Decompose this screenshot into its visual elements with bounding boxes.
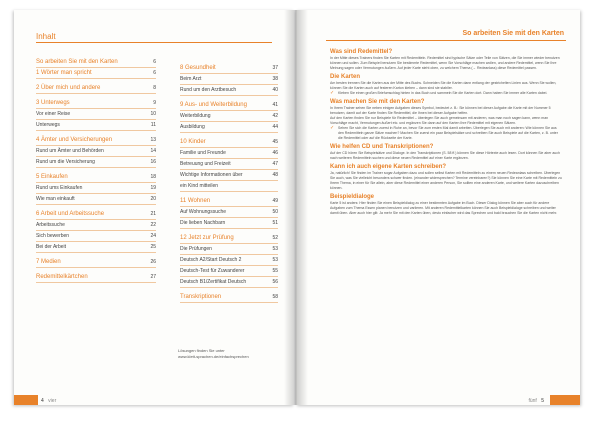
toc-page: 37: [272, 65, 278, 71]
toc-label: Wichtige Informationen über: [180, 172, 243, 178]
toc-rule: [180, 132, 278, 133]
footer-band: [550, 395, 580, 405]
toc-label: Familie und Freunde: [180, 150, 226, 156]
toc-rule: [180, 110, 278, 111]
toc-label: 4 Ämter und Versicherungen: [36, 137, 113, 143]
toc-page: 41: [272, 102, 278, 108]
toc-label: Die lieben Nachbarn: [180, 220, 226, 226]
toc-column-1: [36, 58, 156, 284]
toc-page: 21: [150, 211, 156, 217]
toc-rule: [180, 265, 278, 266]
toc-column-2: [180, 64, 278, 304]
section-heading: Was machen Sie mit den Karten?: [330, 99, 425, 105]
toc-label: Vor einer Reise: [36, 111, 71, 117]
toc-label: 6 Arbeit und Arbeitssuche: [36, 211, 105, 217]
toc-label: Rund ums Einkaufen: [36, 185, 83, 191]
toc-page: 20: [150, 196, 156, 202]
toc-rule: [36, 108, 156, 109]
toc-page: 46: [272, 150, 278, 156]
solutions-url: www.klett-sprachen.de/einfachsprechen: [178, 354, 249, 359]
toc-rule: [36, 119, 156, 120]
toc-chapter: [36, 173, 156, 181]
page-number-left: [41, 398, 56, 404]
toc-page: 9: [153, 100, 156, 106]
toc-entry: [180, 149, 278, 157]
toc-label: Sich bewerben: [36, 233, 70, 239]
toc-rule: [36, 230, 156, 231]
toc-entry: [180, 267, 278, 275]
toc-label: Arbeitssuche: [36, 222, 65, 228]
toc-rule: [36, 204, 156, 205]
toc-page: 49: [272, 198, 278, 204]
section-paragraph: In Ihrem Trainer sehen Sie neben einigen Aufgaben dieses Symbol, bedeutet z. B.: Sie können bei dieser Aufgabe die Karte mit der Nummer 5 benutzen, damit auf der Karte finden Sie Redemittel, die Ihnen bei dieser Aufgabe helfen.: [330, 106, 551, 115]
toc-page: 13: [150, 137, 156, 143]
toc-entry: [180, 219, 278, 227]
toc-rule: [36, 182, 156, 183]
toc-chapter: [36, 84, 156, 92]
toc-entry: [180, 75, 278, 83]
toc-entry: [180, 278, 278, 286]
toc-chapter: [180, 64, 278, 72]
page-number: 4: [41, 398, 44, 404]
section-heading: Beispieldialoge: [330, 194, 375, 200]
toc-chapter: [36, 258, 156, 266]
footer-band: [14, 395, 38, 405]
toc-label: 12 Jetzt zur Prüfung: [180, 235, 234, 241]
toc-entry: [180, 208, 278, 216]
toc-rule: [36, 67, 156, 68]
toc-page: 25: [150, 244, 156, 250]
toc-chapter: [36, 99, 156, 107]
toc-page: 58: [272, 294, 278, 300]
page-word: fünf: [528, 398, 537, 404]
toc-chapter: [180, 293, 278, 301]
toc-chapter: [36, 69, 156, 77]
toc-page: 18: [150, 174, 156, 180]
toc-label: Beim Arzt: [180, 76, 202, 82]
tip-text: Kleben Sie einen großen Briefumschlag hinten in das Buch und sammeln Sie die Karten dort. Dann haben Sie immer alle Karten dabei.: [338, 91, 548, 95]
toc-label: Betreuung und Freizeit: [180, 161, 231, 167]
toc-page: 27: [150, 274, 156, 280]
toc-rule: [180, 73, 278, 74]
toc-rule: [180, 147, 278, 148]
toc-entry: [36, 243, 156, 251]
toc-label: Bei der Arbeit: [36, 244, 67, 250]
toc-page: 47: [272, 161, 278, 167]
toc-page: 45: [272, 139, 278, 145]
toc-label: 1 Wörter man spricht: [36, 70, 92, 76]
toc-rule: [180, 302, 278, 303]
toc-rule: [180, 169, 278, 170]
right-page: [296, 10, 580, 405]
section-paragraph: Auf den Karten finden Sie nur Beispiele für Redemittel – überlegen Sie auch gemeinsam mit anderen, was man noch sagen kann, wenn man Vorschläge macht, Vermutungen äußert etc. und ergänzen Sie dann auf den Karten Ihre Redemittel mit eigenen Sätzen.: [330, 116, 549, 125]
section-paragraph: Karte 5 ist anders: Hier finden Sie einen Beispieldialog zu einer bestimmten Aufgabe im Buch. Dieser Dialog können Sie aber auch für andere Aufgaben zum Thema Essen planen benutzen und variieren. Mit anderen Redemittelkarten können Sie auch Beispieldialoge schreiben und weiter damit üben. Aber auch hier gilt: Ja mehr Sie mit den Karten üben, desto einfacher wird das Sprechen und bald brauchen Sie die Karten nicht mehr.: [330, 201, 558, 215]
toc-entry: [36, 184, 156, 192]
toc-heading: Inhalt: [36, 32, 56, 41]
toc-chapter: [180, 197, 278, 205]
toc-rule: [180, 206, 278, 207]
toc-label: 9 Aus- und Weiterbildung: [180, 102, 247, 108]
toc-page: 42: [272, 113, 278, 119]
section-heading: Wie helfen CD und Transkriptionen?: [330, 144, 434, 150]
toc-entry: [36, 221, 156, 229]
toc-label: Deutsch-Test für Zuwanderer: [180, 268, 245, 274]
section-heading: Kann ich auch eigene Karten schreiben?: [330, 164, 447, 170]
solutions-note: [178, 348, 249, 360]
toc-label: Rund um die Versicherung: [36, 159, 95, 165]
toc-page: 44: [272, 124, 278, 130]
toc-page: 53: [272, 246, 278, 252]
toc-entry: [180, 86, 278, 94]
toc-rule: [36, 145, 156, 146]
toc-page: 19: [150, 185, 156, 191]
solutions-text: Lösungen finden Sie unter: [178, 348, 225, 353]
section-paragraph: Ja, natürlich! Sie finden im Trainer sogar Aufgaben dazu und sollen selbst Karten mit Redemitteln zu einem neuen Redeanlass schreiben. Überlegen Sie auch, was Sie vielleicht besonders schwer finden. (einander widersprechen? Termine vereinbaren?) Sie können Sie eine Karte mit Redemitteln zu Ihrem Thema, in einer für Sie allein, aber diese Redemittel einer anderen Person, Sie sollten eine anderen Karte, und weitere Karten dazuschreiben können.: [330, 171, 562, 190]
toc-entry: [36, 110, 156, 118]
toc-rule: [180, 95, 278, 96]
toc-chapter: [180, 101, 278, 109]
toc-entry: [36, 158, 156, 166]
toc-label: Redemittelkärtchen: [36, 274, 88, 280]
toc-rule: [180, 287, 278, 288]
section-heading: Die Karten: [330, 74, 361, 80]
toc-page: 56: [272, 279, 278, 285]
toc-rule: [180, 121, 278, 122]
toc-rule: [36, 241, 156, 242]
toc-entry: [180, 112, 278, 120]
toc-page: 51: [272, 220, 278, 226]
left-page: [14, 10, 294, 405]
toc-page: 14: [150, 148, 156, 154]
toc-label: So arbeiten Sie mit den Karten: [36, 59, 118, 65]
toc-label: Die Prüfungen: [180, 246, 212, 252]
page-word: vier: [48, 398, 57, 404]
section-paragraph: Auf der CD hören Sie Beispielsätze und Dialoge. In den Transkriptionen (S. 58 ff.) können Sie diese Hörtexte auch lesen. Dort können Sie aber auch nach weiteren Redemitteln suchen und diese neuen Redemittel auf einer Karte ergänzen.: [330, 151, 560, 160]
toc-page: 55: [272, 268, 278, 274]
toc-page: 24: [150, 233, 156, 239]
tip-icon: ✓: [330, 125, 335, 131]
section-heading: Was sind Redemittel?: [330, 49, 393, 55]
toc-label: 10 Kinder: [180, 139, 206, 145]
toc-label: 11 Wohnen: [180, 198, 211, 204]
toc-entry: [180, 160, 278, 168]
toc-page: 8: [153, 85, 156, 91]
toc-label: Ausbildung: [180, 124, 205, 130]
toc-entry: [180, 256, 278, 264]
toc-rule: [36, 267, 156, 268]
toc-page: 38: [272, 76, 278, 82]
toc-rule: [36, 167, 156, 168]
toc-chapter: [36, 136, 156, 144]
toc-label: Rund um den Arztbesuch: [180, 87, 237, 93]
toc-label: 2 Über mich und andere: [36, 85, 101, 91]
tip-icon: ✓: [330, 90, 335, 96]
toc-rule: [36, 282, 156, 283]
section-paragraph: Am besten trennen Sie die Karten aus der Mitte des Buchs. Schneiden Sie die Karten dann entlang der gestrichelten Linien aus. Wenn Sie wollen, können Sie die Karten auch auf festeren Karton kleben – dann sind sie stabiler.: [330, 81, 557, 90]
toc-label: Transkriptionen: [180, 294, 222, 300]
toc-entry: [180, 245, 278, 253]
toc-label: 3 Unterwegs: [36, 100, 70, 106]
toc-entry: [36, 195, 156, 203]
tip-text: Sehen Sie sich die Karten zuerst in Ruhe an, bevor Sie zum ersten Mal damit arbeiten. Überlegen Sie auch mit anderen: Wie können Sie aus den Redemitteln ganze Sätze machen? Machen Sie zuerst ein paar Beispielsätze und schreiben Sie auch Beispiele auf die Karten, z. B. unter die Redemittel oder auf die Rückseite der Karte.: [338, 126, 558, 140]
toc-rule: [180, 191, 278, 192]
toc-rule: [36, 130, 156, 131]
toc-label: Wie man einkauft: [36, 196, 75, 202]
toc-rule: [36, 193, 156, 194]
right-page-body: [330, 46, 562, 216]
toc-entry: [180, 182, 278, 190]
toc-label: Deutsch B1/Zertifikat Deutsch: [180, 279, 247, 285]
toc-entry: [180, 123, 278, 131]
toc-rule: [180, 158, 278, 159]
toc-page: 48: [272, 172, 278, 178]
tip-note: [330, 126, 562, 141]
toc-chapter: [36, 210, 156, 218]
toc-rule: [36, 93, 156, 94]
toc-entry: [36, 232, 156, 240]
toc-label: Deutsch A2/Start Deutsch 2: [180, 257, 242, 263]
toc-chapter: [36, 58, 156, 66]
toc-page: 22: [150, 222, 156, 228]
page-number-right: [528, 398, 544, 404]
toc-entry: [36, 147, 156, 155]
header-rule: [36, 42, 272, 43]
toc-page: 6: [153, 59, 156, 65]
toc-rule: [36, 252, 156, 253]
toc-page: 16: [150, 159, 156, 165]
toc-page: 26: [150, 259, 156, 265]
toc-label: Rund um Ämter und Behörden: [36, 148, 104, 154]
header-rule: [326, 40, 566, 41]
toc-page: 52: [272, 235, 278, 241]
toc-page: 10: [150, 111, 156, 117]
toc-chapter: [180, 234, 278, 242]
toc-label: 5 Einkaufen: [36, 174, 68, 180]
tip-note: [330, 91, 562, 96]
toc-rule: [36, 219, 156, 220]
toc-label: Unterwegs: [36, 122, 60, 128]
toc-page: 50: [272, 209, 278, 215]
toc-label: Weiterbildung: [180, 113, 211, 119]
toc-page: 53: [272, 257, 278, 263]
book-spread: [14, 10, 580, 405]
page-number: 5: [541, 398, 544, 404]
toc-rule: [36, 78, 156, 79]
toc-page: 11: [150, 122, 156, 128]
right-page-title: So arbeiten Sie mit den Karten: [462, 30, 564, 37]
toc-page: 40: [272, 87, 278, 93]
toc-label: 8 Gesundheit: [180, 65, 216, 71]
toc-label: Auf Wohnungssuche: [180, 209, 227, 215]
toc-rule: [180, 228, 278, 229]
toc-rule: [36, 156, 156, 157]
toc-entry: [180, 171, 278, 179]
toc-page: 6: [153, 70, 156, 76]
toc-rule: [180, 243, 278, 244]
toc-chapter: [180, 138, 278, 146]
toc-label: ein Kind mitteilen: [180, 183, 219, 189]
toc-entry: [36, 121, 156, 129]
toc-rule: [180, 254, 278, 255]
toc-rule: [180, 180, 278, 181]
toc-rule: [180, 276, 278, 277]
toc-label: 7 Medien: [36, 259, 61, 265]
toc-rule: [180, 217, 278, 218]
section-paragraph: In der Mitte dieses Trainers finden Sie Karten mit Redemitteln. Redemittel sind typische Sätze oder Teile von Sätzen, die Sie immer wieder benutzen können und sollen. Zum Beispiel benutzen Sie bestimmte Redemittel, wenn Sie Vorschläge machen wollen, und andere Redemittel, wenn Sie Ihre Meinung sagen oder Vermutungen äußern. Auf jeder Karte steht oben, zu welchem Thema (→ Redeanlass) diese Redemittel passen.: [330, 56, 560, 70]
toc-chapter: [36, 273, 156, 281]
toc-rule: [180, 84, 278, 85]
